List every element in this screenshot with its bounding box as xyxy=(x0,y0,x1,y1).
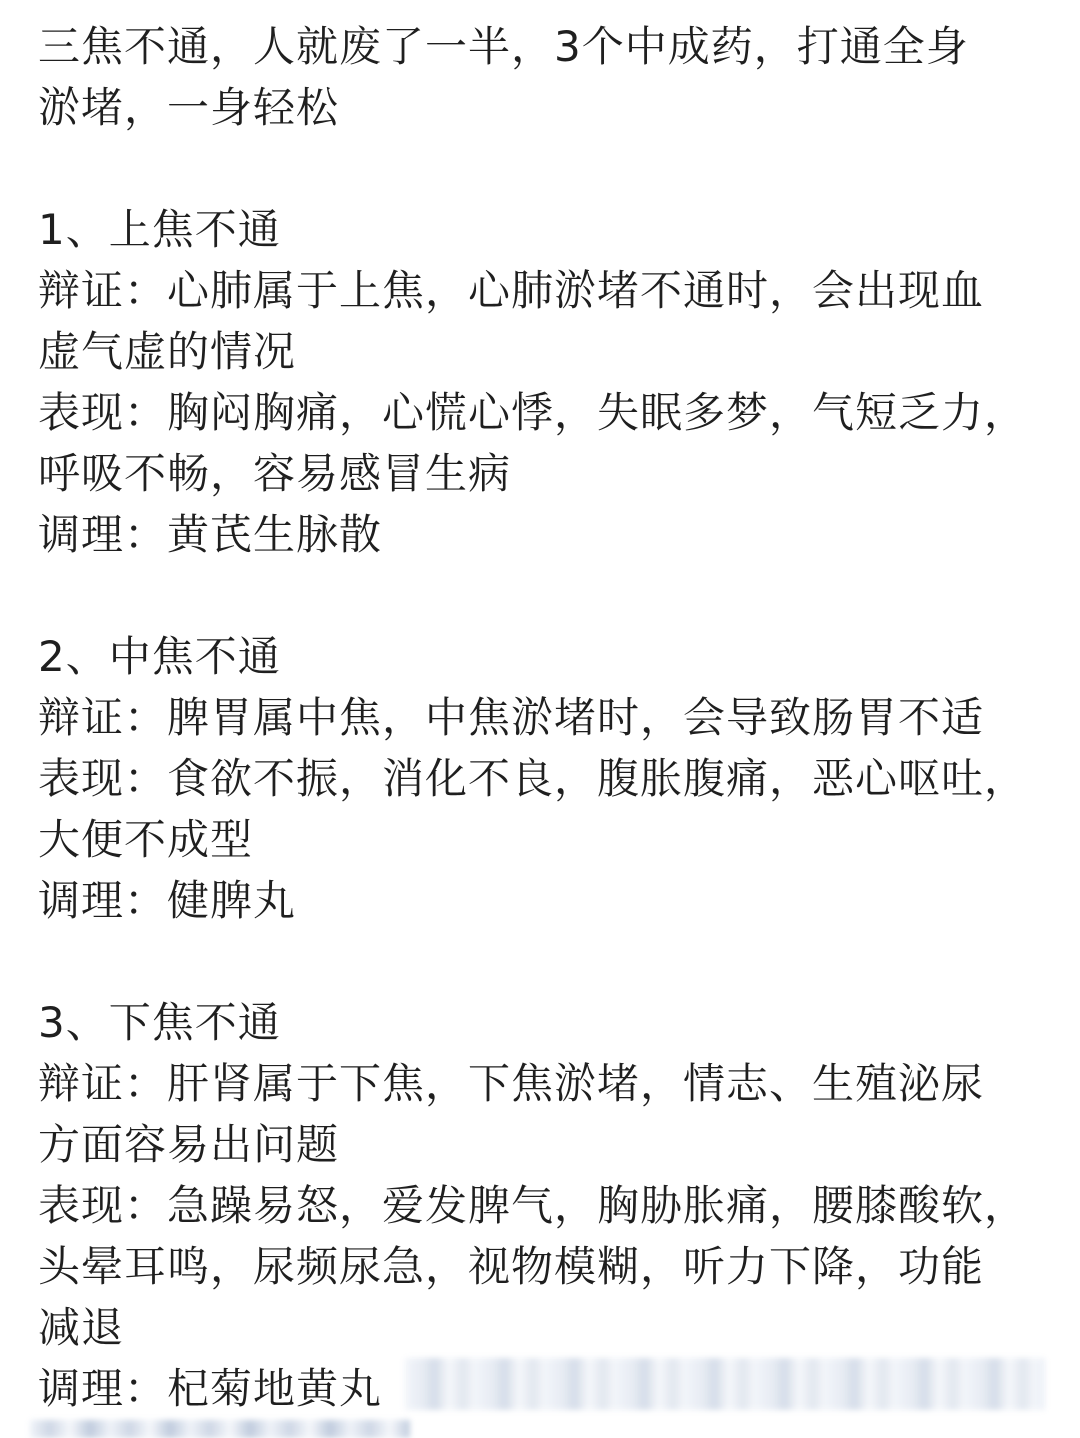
symptom-line: 头晕耳鸣，尿频尿急，视物模糊，听力下降，功能 xyxy=(38,1242,985,1291)
symptom-line: 表现：急躁易怒，爱发脾气，胸胁胀痛，腰膝酸软， xyxy=(38,1181,1028,1230)
symptom-line: 大便不成型 xyxy=(38,815,254,864)
section-heading-upper: 1、上焦不通 xyxy=(38,205,281,254)
remedy-line: 调理：杞菊地黄丸 xyxy=(38,1364,383,1413)
blurred-text-overlay xyxy=(30,1420,410,1438)
symptom-line: 减退 xyxy=(38,1303,125,1352)
diagnosis-line: 虚气虚的情况 xyxy=(38,327,297,376)
article-title-line-1: 三焦不通，人就废了一半，3个中成药，打通全身 xyxy=(38,22,969,71)
symptom-line: 呼吸不畅，容易感冒生病 xyxy=(38,449,512,498)
spacer xyxy=(38,565,1048,626)
spacer xyxy=(38,138,1048,199)
spacer xyxy=(38,931,1048,992)
article-body xyxy=(38,16,1048,1419)
symptom-line: 表现：胸闷胸痛，心慌心悸，失眠多梦，气短乏力， xyxy=(38,388,1028,437)
diagnosis-line: 辩证：脾胃属中焦，中焦淤堵时，会导致肠胃不适 xyxy=(38,693,985,742)
article-title-line-2: 淤堵，一身轻松 xyxy=(38,83,340,132)
blurred-text-overlay xyxy=(405,1358,1045,1410)
diagnosis-line: 方面容易出问题 xyxy=(38,1120,340,1169)
diagnosis-line: 辩证：肝肾属于下焦，下焦淤堵，情志、生殖泌尿 xyxy=(38,1059,985,1108)
symptom-line: 表现：食欲不振，消化不良，腹胀腹痛，恶心呕吐， xyxy=(38,754,1028,803)
section-heading-middle: 2、中焦不通 xyxy=(38,632,281,681)
remedy-line: 调理：健脾丸 xyxy=(38,876,297,925)
section-heading-lower: 3、下焦不通 xyxy=(38,998,281,1047)
remedy-line: 调理：黄芪生脉散 xyxy=(38,510,383,559)
diagnosis-line: 辩证：心肺属于上焦，心肺淤堵不通时，会出现血 xyxy=(38,266,985,315)
